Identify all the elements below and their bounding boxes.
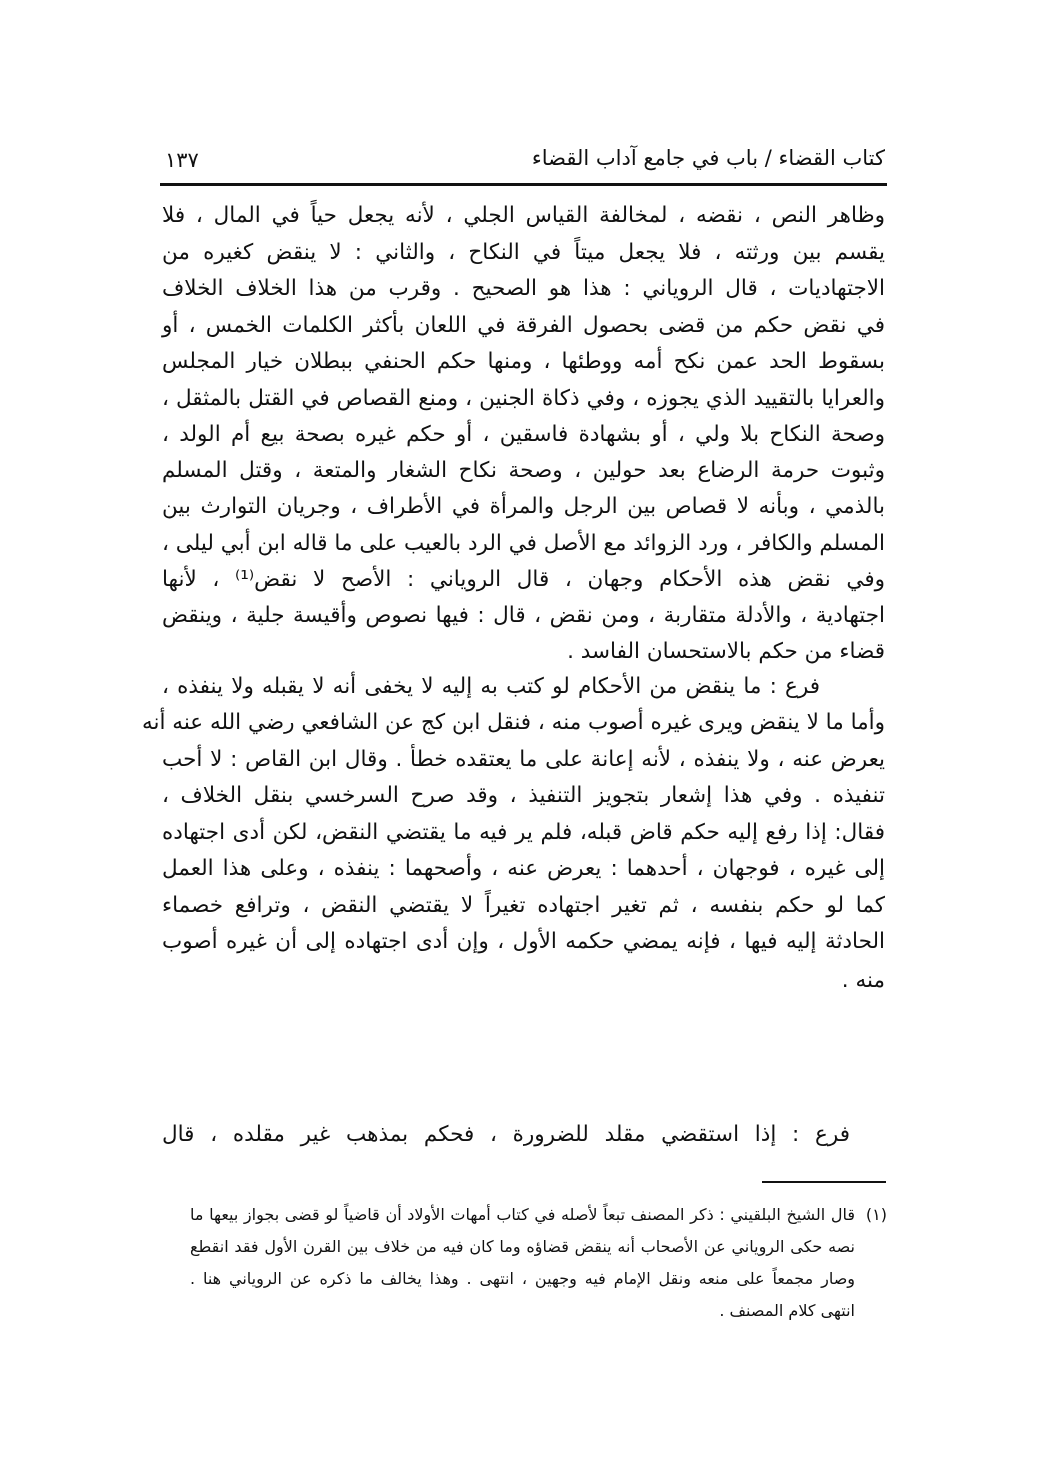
text-line: وصحة النكاح بلا ولي ، أو بشهادة فاسقين ، أو حكم غيره بصحة بيع أم الولد ، [162,422,885,447]
text-line: بالذمي ، وبأنه لا قصاص بين الرجل والمرأة في الأطراف ، وجريان التوارث بين [162,494,885,519]
header-rule [160,183,887,186]
footnote-line: قال الشيخ البلقيني : ذكر المصنف تبعاً لأصله في كتاب أمهات الأولاد أن قاضياً لو قضى بجواز بيعها ما [190,1205,855,1224]
text-line: الاجتهاديات ، قال الروياني : هذا هو الصحيح . وقرب من هذا الخلاف الخلاف [162,276,885,301]
text-line: بسقوط الحد عمن نكح أمه ووطئها ، ومنها حكم الحنفي ببطلان خيار المجلس [162,349,885,374]
text-line: فرع : إذا استقضي مقلد للضرورة ، فحكم بمذهب غير مقلده ، قال [162,1122,850,1147]
text-line: كما لو حكم بنفسه ، ثم تغير اجتهاده تغيراً لا يقتضي النقض ، وترافع خصماء [162,893,885,918]
text-line: يعرض عنه ، ولا ينفذه ، لأنه إعانة على ما يعتقده خطأ . وقال ابن القاص : لا أحب [162,747,885,772]
text-line: تنفيذه . وفي هذا إشعار بتجويز التنفيذ ، وقد صرح السرخسي بنقل الخلاف ، [162,783,885,808]
footnote-rule [762,1181,886,1183]
text-line: فقال: إذا رفع إليه حكم قاض قبله، فلم ير فيه ما يقتضي النقض، لكن أدى اجتهاده [162,820,885,845]
text-line: الحادثة إليه فيها ، فإنه يمضي حكمه الأول ، وإن أدى اجتهاده إلى أن غيره أصوب [162,929,885,954]
footnote-marker: (١) [865,1205,887,1224]
text-line: وأما ما لا ينقض ويرى غيره أصوب منه ، فنقل ابن كج عن الشافعي رضي الله عنه أنه [141,710,885,735]
text-line: اجتهادية ، والأدلة متقاربة ، ومن نقض ، قال : فيها نصوص وأقيسة جلية ، وينقض [162,603,885,628]
running-header-title: كتاب القضاء / باب في جامع آداب القضاء [531,146,885,170]
text-line: وفي نقض هذه الأحكام وجهان ، قال الروياني : الأصح لا نقض⁽¹⁾ ، لأنها [162,567,885,592]
text-line: إلى غيره ، فوجهان ، أحدهما : يعرض عنه ، وأصحهما : ينفذه ، وعلى هذا العمل [162,856,885,881]
text-line: منه . [841,968,885,993]
page-number: ١٣٧ [165,148,199,172]
text-line: في نقض حكم من قضى بحصول الفرقة في اللعان بأكثر الكلمات الخمس ، أو [162,313,885,338]
text-line: فرع : ما ينقض من الأحكام لو كتب به إليه لا يخفى أنه لا يقبله ولا ينفذه ، [162,674,820,699]
text-line: المسلم والكافر ، ورد الزوائد مع الأصل في الرد بالعيب على ما قاله ابن أبي ليلى ، [162,531,885,556]
footnote-line: انتهى كلام المصنف . [719,1301,855,1320]
footnote-line: وصار مجمعاً على منعه ونقل الإمام فيه وجهين ، انتهى . وهذا يخالف ما ذكره عن الروياني هنا . [190,1269,855,1288]
text-line: وظاهر النص ، نقضه ، لمخالفة القياس الجلي ، لأنه يجعل حياً في المال ، فلا [162,203,885,228]
text-line: قضاء من حكم بالاستحسان الفاسد . [567,639,885,664]
text-line: يقسم بين ورثته ، فلا يجعل ميتاً في النكاح ، والثاني : لا ينقض كغيره من [162,240,885,265]
footnote-line: نصه حكى الروياني عن الأصحاب أنه ينقض قضاؤه وما كان فيه من خلاف بين القرن الأول فقد انقطع [190,1237,855,1256]
text-line: وثبوت حرمة الرضاع بعد حولين ، وصحة نكاح الشغار والمتعة ، وقتل المسلم [162,458,885,483]
text-line: والعرايا بالتقييد الذي يجوزه ، وفي ذكاة الجنين ، ومنع القصاص في القتل بالمثقل ، [162,386,885,411]
